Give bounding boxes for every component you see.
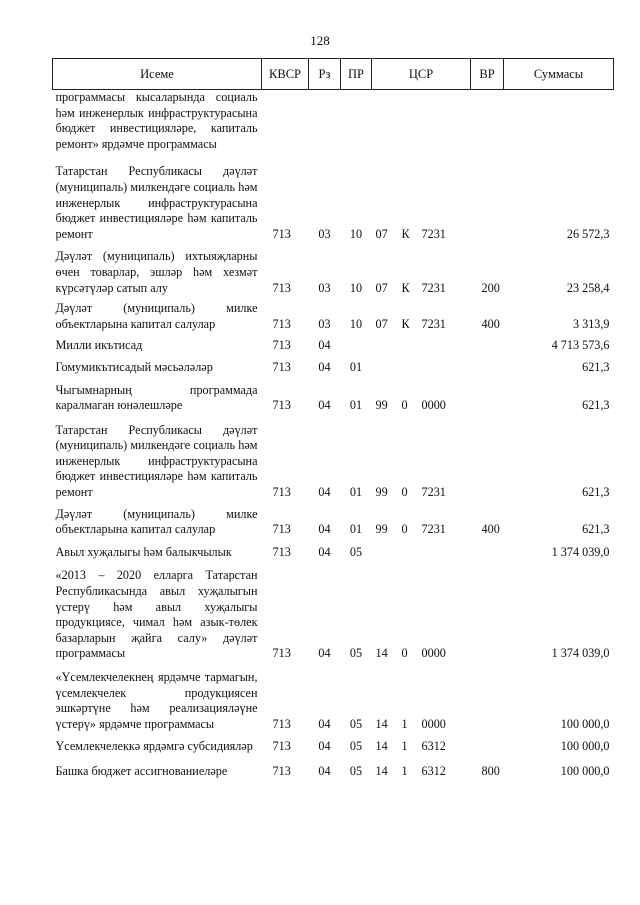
header-kvsr: КВСР xyxy=(262,59,309,90)
row-csr-subprogram: 0 xyxy=(401,485,408,500)
row-csr-program: 14 xyxy=(375,739,388,754)
table-header-row xyxy=(53,59,614,90)
row-sum: 621,3 xyxy=(582,485,610,500)
row-vr: 800 xyxy=(481,763,500,778)
row-csr-subprogram: 0 xyxy=(401,646,408,661)
row-kvsr: 713 xyxy=(272,316,291,331)
row-csr-subprogram: 1 xyxy=(401,716,408,731)
row-sum: 621,3 xyxy=(582,522,610,537)
budget-table xyxy=(52,58,614,780)
row-pr: 01 xyxy=(349,359,363,374)
row-csr-subprogram xyxy=(398,538,422,561)
row-vr: 400 xyxy=(481,316,500,331)
row-pr: 05 xyxy=(349,739,363,754)
table-row xyxy=(53,242,614,296)
row-pr: 10 xyxy=(349,316,363,331)
row-pr: 05 xyxy=(349,646,363,661)
row-kvsr: 713 xyxy=(272,398,291,413)
row-csr-subprogram: К xyxy=(401,226,410,241)
row-pr: 05 xyxy=(349,763,363,778)
row-csr-code xyxy=(422,538,471,561)
row-name: Дәүләт (муниципаль) ихтыяҗларны өчен товарлар, эшләр һәм хезмәт күрсәтүләр сатып алу xyxy=(55,249,258,295)
row-kvsr: 713 xyxy=(272,646,291,661)
row-csr-code: 0000 xyxy=(421,398,446,413)
row-rz: 03 xyxy=(318,226,331,241)
table-row xyxy=(53,296,614,332)
row-name: Башка бюджет ассигнованиеләре xyxy=(55,763,228,778)
row-csr-subprogram xyxy=(398,332,422,354)
row-csr-subprogram: К xyxy=(401,280,410,295)
row-rz: 04 xyxy=(318,522,331,537)
row-vr xyxy=(471,732,504,755)
row-pr: 05 xyxy=(349,544,363,559)
row-name: Татарстан Республикасы дәүләт (муниципаль) милкендәге социаль һәм инженерлык инфраструктурасына бюджет инвестицияләре һәм капиталь ремонт xyxy=(55,164,258,241)
row-kvsr: 713 xyxy=(272,338,291,353)
row-rz: 04 xyxy=(318,398,331,413)
row-kvsr: 713 xyxy=(272,359,291,374)
header-sum: Суммасы xyxy=(504,59,614,90)
row-vr xyxy=(471,662,504,732)
row-kvsr: 713 xyxy=(272,280,291,295)
row-csr-subprogram: 1 xyxy=(401,763,408,778)
row-pr: 01 xyxy=(349,398,363,413)
row-kvsr: 713 xyxy=(272,763,291,778)
row-name: Чыгымнарның программада каралмаган юнәлешләре xyxy=(55,382,258,413)
row-csr-program: 99 xyxy=(375,398,388,413)
row-csr-program: 14 xyxy=(375,716,388,731)
table-row xyxy=(53,538,614,561)
row-name: Татарстан Республикасы дәүләт (муниципаль) милкендәге социаль һәм инженерлык инфраструктурасына бюджет инвестицияләре һәм капиталь ремонт xyxy=(55,422,258,500)
row-name: Милли икътисад xyxy=(55,338,143,353)
row-sum: 1 374 039,0 xyxy=(551,544,610,559)
row-rz: 04 xyxy=(318,739,331,754)
table-row xyxy=(53,662,614,732)
table-row xyxy=(53,732,614,755)
continuation-row xyxy=(53,90,614,155)
row-sum: 1 374 039,0 xyxy=(551,646,610,661)
header-csr: ЦСР xyxy=(372,59,471,90)
table-row xyxy=(53,501,614,538)
header-vr: ВР xyxy=(471,59,504,90)
row-csr-code: 0000 xyxy=(421,646,446,661)
row-name: Үсемлекчелеккә ярдәмгә субсидияләр xyxy=(55,739,253,754)
row-vr: 200 xyxy=(481,280,500,295)
row-sum: 100 000,0 xyxy=(560,763,610,778)
row-name: Авыл хуҗалыгы һәм балыкчылык xyxy=(55,544,232,559)
row-csr-code: 7231 xyxy=(421,522,446,537)
row-csr-program: 07 xyxy=(375,226,388,241)
row-name: «Үсемлекчелекнең ярдәмче тармагын, үсемлекчелек продукциясен эшкәртүне һәм реализацияләүне үстерү» ярдәмче программасы xyxy=(55,670,258,731)
row-csr-code xyxy=(422,332,471,354)
row-sum: 3 313,9 xyxy=(572,316,610,331)
row-csr-program xyxy=(372,332,398,354)
header-name: Исеме xyxy=(53,59,262,90)
row-sum: 621,3 xyxy=(582,398,610,413)
row-rz: 04 xyxy=(318,763,331,778)
row-rz: 03 xyxy=(318,316,331,331)
row-csr-code xyxy=(422,354,471,376)
row-sum: 23 258,4 xyxy=(566,280,610,295)
row-sum: 100 000,0 xyxy=(560,739,610,754)
row-vr xyxy=(471,560,504,662)
row-rz: 04 xyxy=(318,338,331,353)
row-pr: 05 xyxy=(349,716,363,731)
row-vr xyxy=(471,332,504,354)
row-name: Дәүләт (муниципаль) милке объектларына капитал салулар xyxy=(55,301,258,331)
row-name: Дәүләт (муниципаль) милке объектларына капитал салулар xyxy=(55,506,258,537)
row-vr: 400 xyxy=(481,522,500,537)
row-vr xyxy=(471,538,504,561)
row-sum: 621,3 xyxy=(582,359,610,374)
header-rz: Рз xyxy=(309,59,341,90)
row-kvsr: 713 xyxy=(272,485,291,500)
row-vr xyxy=(471,414,504,501)
row-rz: 04 xyxy=(318,646,331,661)
row-kvsr: 713 xyxy=(272,522,291,537)
row-pr: 01 xyxy=(349,522,363,537)
header-pr: ПР xyxy=(341,59,372,90)
row-vr xyxy=(471,154,504,242)
continuation-text: программасы кысаларында социаль һәм инженерлык инфраструктурасына бюджет инвестицияләре, капиталь ремонт» ярдәмче программасы xyxy=(55,90,258,151)
row-pr xyxy=(341,332,372,354)
row-csr-program: 99 xyxy=(375,485,388,500)
row-vr xyxy=(471,376,504,414)
row-csr-program: 07 xyxy=(375,316,388,331)
row-csr-subprogram: 1 xyxy=(401,739,408,754)
row-csr-program xyxy=(372,354,398,376)
table-row xyxy=(53,414,614,501)
row-kvsr: 713 xyxy=(272,716,291,731)
row-csr-code: 7231 xyxy=(421,485,446,500)
row-csr-program: 99 xyxy=(375,522,388,537)
row-rz: 03 xyxy=(318,280,331,295)
row-csr-program xyxy=(372,538,398,561)
page-number: 128 xyxy=(310,33,330,48)
row-name: Гомумикътисадый мәсьәләләр xyxy=(55,359,213,374)
row-sum: 26 572,3 xyxy=(566,226,610,241)
row-pr: 01 xyxy=(349,485,363,500)
row-csr-subprogram: К xyxy=(401,316,410,331)
row-csr-program: 07 xyxy=(375,280,388,295)
row-csr-code: 7231 xyxy=(421,226,446,241)
row-rz: 04 xyxy=(318,544,331,559)
row-csr-program: 14 xyxy=(375,763,388,778)
row-csr-subprogram xyxy=(398,354,422,376)
table-row xyxy=(53,376,614,414)
table-row xyxy=(53,560,614,662)
row-csr-code: 7231 xyxy=(421,280,446,295)
table-row xyxy=(53,354,614,376)
row-csr-subprogram: 0 xyxy=(401,522,408,537)
row-csr-program: 14 xyxy=(375,646,388,661)
row-pr: 10 xyxy=(349,226,363,241)
row-csr-code: 0000 xyxy=(421,716,446,731)
row-vr xyxy=(471,354,504,376)
table-row xyxy=(53,154,614,242)
row-csr-subprogram: 0 xyxy=(401,398,408,413)
table-row xyxy=(53,332,614,354)
row-csr-code: 7231 xyxy=(421,316,446,331)
row-rz: 04 xyxy=(318,716,331,731)
row-kvsr: 713 xyxy=(272,739,291,754)
row-rz: 04 xyxy=(318,359,331,374)
row-csr-code: 6312 xyxy=(421,763,446,778)
row-kvsr: 713 xyxy=(272,226,291,241)
table-row xyxy=(53,755,614,780)
row-pr: 10 xyxy=(349,280,363,295)
row-sum: 4 713 573,6 xyxy=(551,338,610,353)
row-rz: 04 xyxy=(318,485,331,500)
row-csr-code: 6312 xyxy=(421,739,446,754)
row-kvsr: 713 xyxy=(272,544,291,559)
row-sum: 100 000,0 xyxy=(560,716,610,731)
row-name: «2013 – 2020 елларга Татарстан Республикасында авыл хуҗалыгын үстерү һәм авыл хуҗалыгы продукциясе, чимал һәм азык-төлек базарларын җайга салу» дәүләт программасы xyxy=(55,568,258,661)
